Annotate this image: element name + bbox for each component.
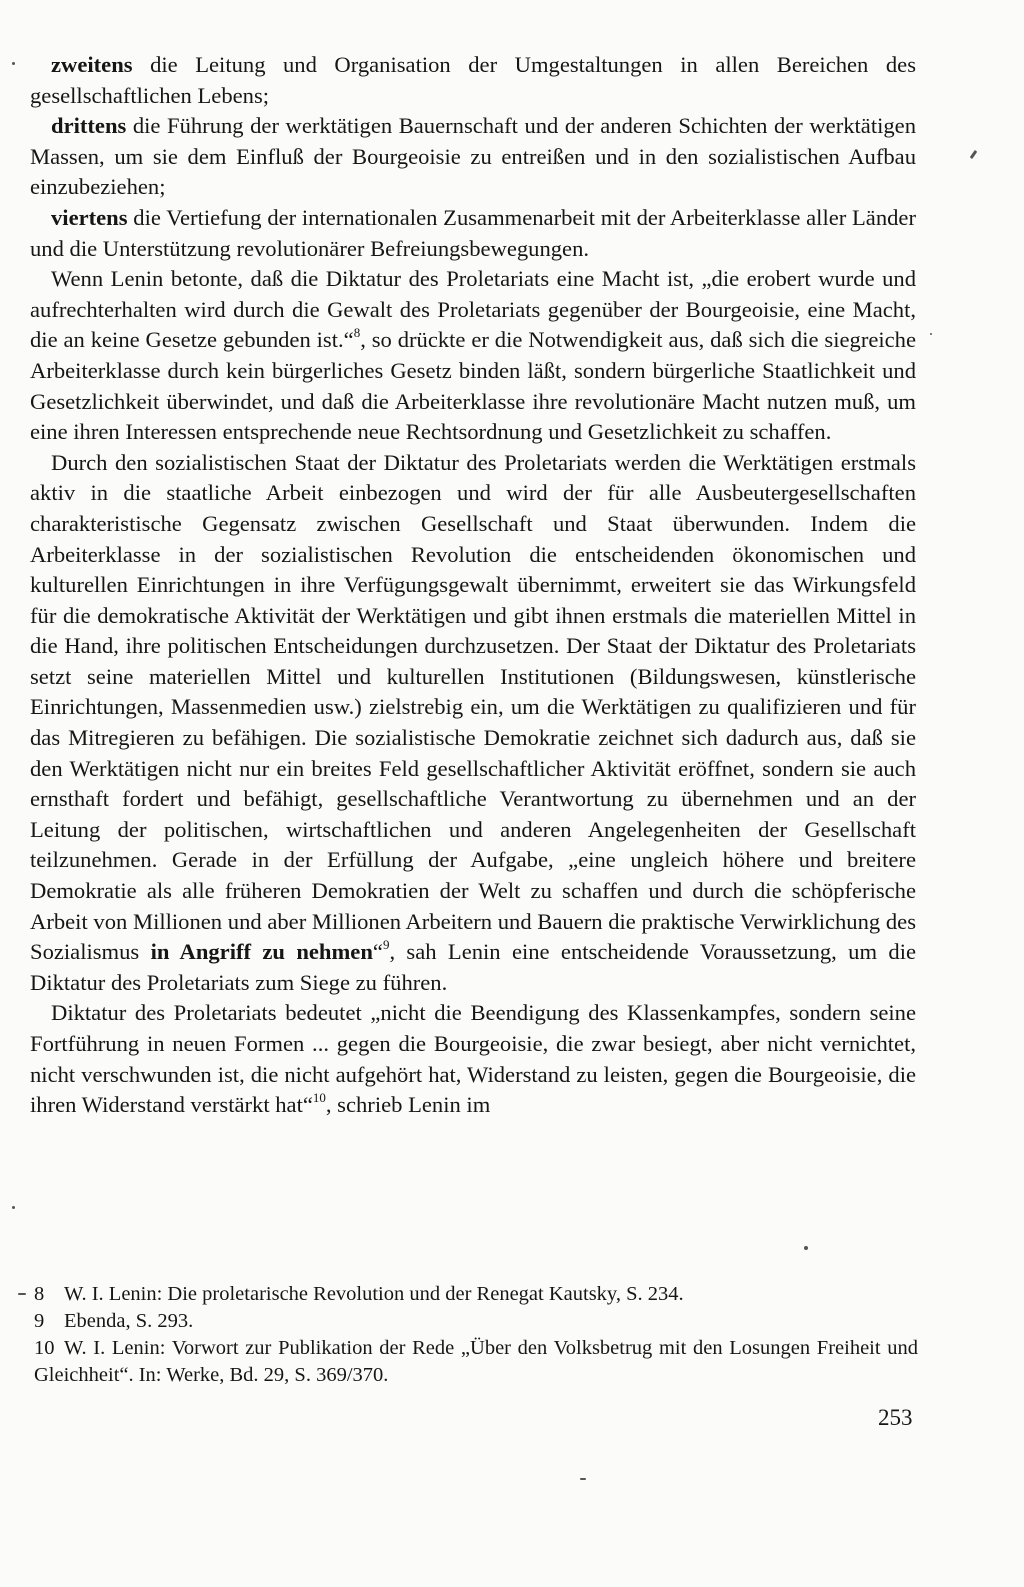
enumeration-word: drittens: [51, 113, 127, 139]
emphasized-text: in Angriff zu nehmen: [150, 939, 373, 965]
paragraph-text: Wenn Lenin betonte, daß die Diktatur des Proletariats eine Macht ist, „die erobert wurde und aufrechterhalten wird durch die Gewalt des Proletariats gegenüber der Bourgeoisie, eine Macht, die an keine Gesetze gebunden ist.“: [30, 266, 916, 353]
paragraph-text: die Führung der werktätigen Bauernschaft und der anderen Schichten der werktätigen Massen, um sie dem Einfluß der Bourgeoisie zu entreißen und in den sozialistischen Aufbau einzubeziehen;: [30, 113, 916, 200]
scan-speck: [970, 150, 978, 159]
footnote-number: 9: [34, 1310, 45, 1332]
body-text: [30, 50, 916, 1121]
paragraph-drittens: [30, 111, 916, 203]
page-number: 253: [878, 1405, 913, 1430]
footnote-text: W. I. Lenin: Vorwort zur Publikation der Rede „Über den Volksbetrug mit den Losungen Freiheit und Gleichheit“. In: Werke, Bd. 29, S. 369/370.: [34, 1337, 918, 1386]
paragraph-durch-den-staat: [30, 448, 916, 999]
closing-quote: “: [372, 939, 383, 965]
footnote-ref-9[interactable]: 9: [382, 936, 390, 952]
footnote-ref-10[interactable]: 10: [312, 1089, 326, 1105]
scan-speck: [804, 1246, 808, 1250]
footnote-ref-8[interactable]: 8: [353, 324, 361, 340]
footnotes: [34, 1281, 918, 1389]
paragraph-text: die Leitung und Organisation der Umgestaltungen in allen Bereichen des gesellschaftlichen Lebens;: [30, 52, 916, 108]
paragraph-text: Diktatur des Proletariats bedeutet „nicht die Beendigung des Klassenkampfes, sondern seine Fortführung in neuen Formen ... gegen die Bourgeoisie, die zwar besiegt, aber nicht vernichtet, nicht verschwunden ist, die nicht aufgehört hat, Widerstand zu leisten, gegen die Bourgeoisie, die ihren Widerstand verstärkt hat“: [30, 1000, 916, 1118]
enumeration-word: zweitens: [51, 52, 133, 77]
footnote-number: 10: [34, 1337, 55, 1359]
paragraph-text: , schrieb Lenin im: [325, 1092, 491, 1118]
footnote-text: W. I. Lenin: Die proletarische Revolution und der Renegat Kautsky, S. 234.: [64, 1283, 684, 1305]
scan-speck: [12, 1206, 15, 1209]
paragraph-text: die Vertiefung der internationalen Zusammenarbeit mit der Arbeiterklasse aller Länder und die Unterstützung revolutionärer Befreiungsbewegungen.: [30, 204, 916, 261]
footnote-8: [34, 1281, 918, 1308]
scan-speck: [12, 62, 15, 65]
scan-speck: [18, 1293, 26, 1295]
paragraph-diktatur: [30, 998, 916, 1120]
paragraph-zweitens: [30, 50, 916, 111]
scan-speck: [930, 333, 932, 335]
paragraph-text: , sah Lenin eine entscheidende Voraussetzung, um die Diktatur des Proletariats zum Siege zu führen.: [30, 939, 916, 995]
paragraph-wenn-lenin: [30, 264, 916, 448]
paragraph-viertens: [30, 203, 916, 264]
footnote-9: [34, 1308, 918, 1335]
enumeration-word: viertens: [51, 204, 128, 230]
paragraph-text: Durch den sozialistischen Staat der Diktatur des Proletariats werden die Werktätigen erstmals aktiv in die staatliche Arbeit einbezogen und wird der für alle Ausbeutergesellschaften charakteristische Gegensatz zwischen Gesellschaft und Staat überwunden. Indem die Arbeiterklasse in der sozialistischen Revolution die entscheidenden ökonomischen und kulturellen Einrichtungen in ihre Verfügungsgewalt übernimmt, erweitert sie das Wirkungsfeld für die demokratische Aktivität der Werktätigen und gibt ihnen erstmals die materiellen Mittel in die Hand, ihre politischen Entscheidungen durchzusetzen. Der Staat der Diktatur des Proletariats setzt seine materiellen Mittel und kulturellen Institutionen (Bildungswesen, künstlerische Einrichtungen, Massenmedien usw.) zielstrebig ein, um die Werktätigen zu qualifizieren und für das Mitregieren zu befähigen. Die sozialistische Demokratie zeichnet sich dadurch aus, daß sie den Werktätigen nicht nur ein breites Feld gesellschaftlicher Aktivität eröffnet, sondern sie auch ernsthaft fordert und befähigt, gesellschaftliche Verantwortung zu übernehmen und an der Leitung der politischen, wirtschaftlichen und anderen Angelegenheiten der Gesellschaft teilzunehmen. Gerade in der Erfüllung der Aufgabe, „eine ungleich höhere und breitere Demokratie als alle früheren Demokratien der Welt zu schaffen und durch die schöpferische Arbeit von Millionen und aber Millionen Arbeitern und Bauern die praktische Verwirklichung des Sozialismus: [30, 449, 916, 965]
scan-speck: [580, 1478, 586, 1480]
footnote-number: 8: [34, 1283, 45, 1305]
paragraph-text: , so drückte er die Notwendigkeit aus, daß sich die siegreiche Arbeiterklasse durch kein bürgerliches Gesetz binden läßt, sondern bürgerliche Staatlichkeit und Gesetzlichkeit überwindet, und daß die Arbeiterklasse ihre revolutionäre Macht nutzen muß, um eine ihren Interessen entsprechende neue Rechtsordnung und Gesetzlichkeit zu schaffen.: [30, 327, 916, 445]
footnote-10: [34, 1335, 918, 1389]
footnote-text: Ebenda, S. 293.: [64, 1310, 194, 1332]
